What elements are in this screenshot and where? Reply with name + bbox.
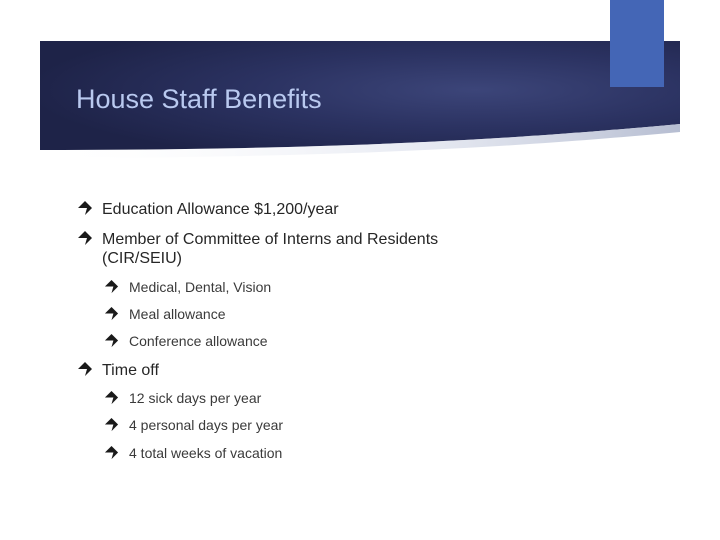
sub-bullet-text: 4 total weeks of vacation bbox=[129, 445, 283, 461]
diamond-arrow-icon bbox=[77, 361, 93, 377]
diamond-arrow-icon bbox=[77, 230, 93, 246]
sub-bullet-text: 12 sick days per year bbox=[129, 390, 262, 406]
sub-bullet-text: Medical, Dental, Vision bbox=[129, 279, 272, 295]
bullet-text-line-2: (CIR/SEIU) bbox=[102, 250, 182, 267]
slide-title: House Staff Benefits bbox=[76, 84, 322, 114]
bullet-text-line-1: Member of Committee of Interns and Residents bbox=[102, 231, 439, 248]
diamond-arrow-icon bbox=[104, 333, 120, 349]
diamond-arrow-icon bbox=[104, 445, 120, 461]
sub-bullet-text: Meal allowance bbox=[129, 306, 226, 322]
diamond-arrow-icon bbox=[104, 417, 120, 433]
sub-bullet-text: 4 personal days per year bbox=[129, 417, 284, 433]
diamond-arrow-icon bbox=[77, 200, 93, 216]
diamond-arrow-icon bbox=[104, 279, 120, 295]
diamond-arrow-icon bbox=[104, 306, 120, 322]
diamond-arrow-icon bbox=[104, 390, 120, 406]
sub-bullet-text: Conference allowance bbox=[129, 333, 268, 349]
bullet-text: Education Allowance $1,200/year bbox=[102, 201, 339, 218]
bullet-text: Time off bbox=[102, 362, 159, 379]
